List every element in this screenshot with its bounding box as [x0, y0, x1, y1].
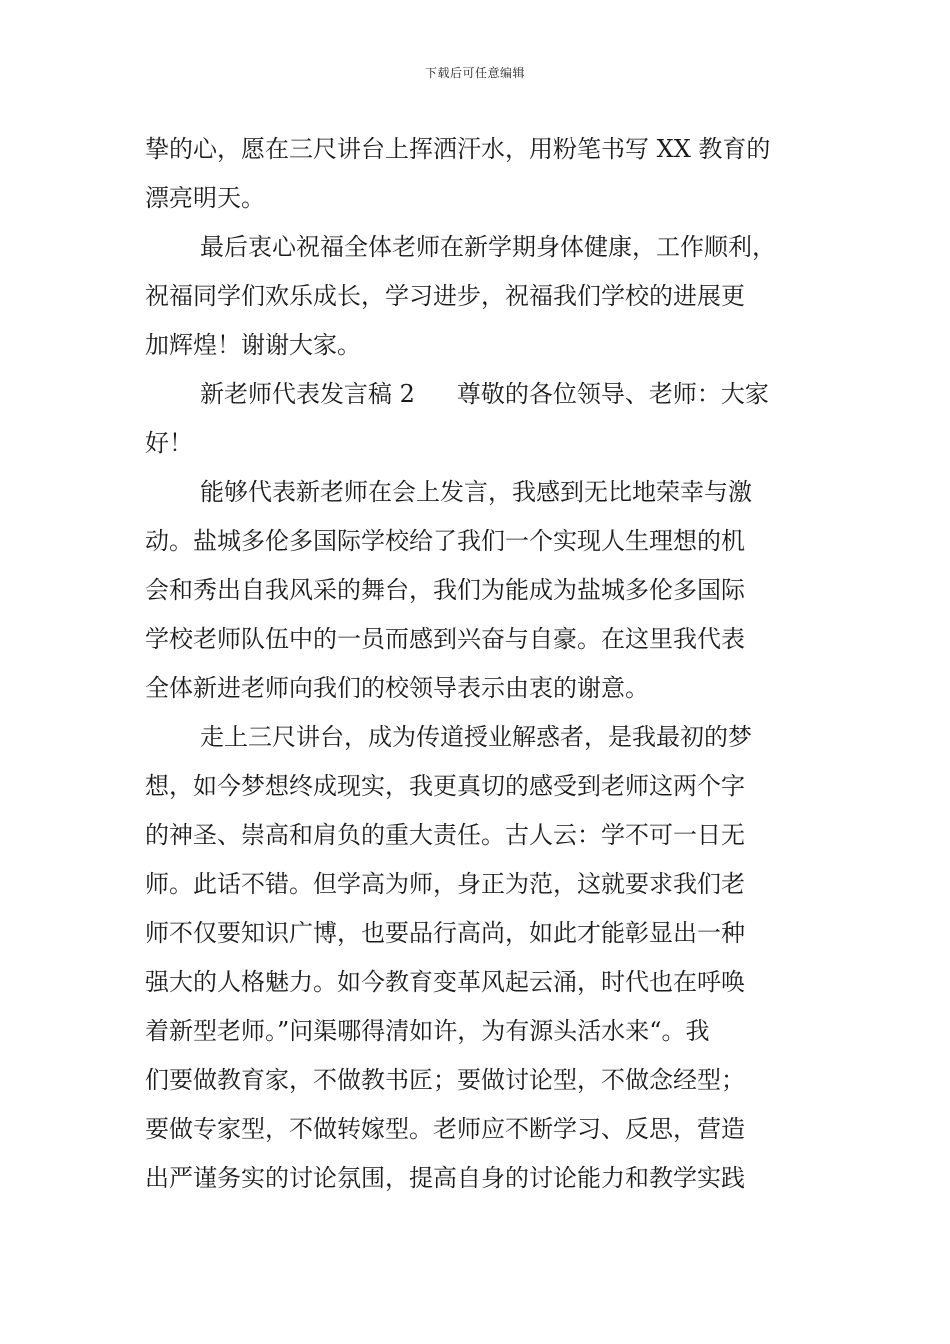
- page-header: [0, 66, 950, 80]
- text-line: 们要做教育家，不做教书匠；要做讨论型，不做念经型；: [145, 1066, 745, 1094]
- text-line: 祝福同学们欢乐成长，学习进步，祝福我们学校的进展更: [145, 282, 745, 310]
- text-line: 动。盐城多伦多国际学校给了我们一个实现人生理想的机: [145, 527, 745, 555]
- text-line: 漂亮明天。: [145, 184, 265, 212]
- salutation: 尊敬的各位领导、老师：大家: [456, 380, 769, 408]
- header-text: 下载后可任意编辑: [424, 66, 525, 80]
- text-line: 走上三尺讲台，成为传道授业解惑者，是我最初的梦: [200, 723, 752, 751]
- section-title: 新老师代表发言稿 2: [200, 380, 415, 408]
- text-line: 师不仅要知识广博，也要品行高尚，如此才能彰显出一种: [145, 919, 745, 947]
- text-line: 出严谨务实的讨论氛围，提高自身的讨论能力和教学实践: [145, 1164, 745, 1192]
- text-line: 挚的心，愿在三尺讲台上挥洒汗水，用粉笔书写 XX 教育的: [145, 135, 771, 163]
- text-line: 会和秀出自我风采的舞台，我们为能成为盐城多伦多国际: [145, 576, 745, 604]
- text-line: 全体新进老师向我们的校领导表示由衷的谢意。: [145, 674, 649, 702]
- text-line: 加辉煌！谢谢大家。: [145, 331, 361, 359]
- text-line: 要做专家型，不做转嫁型。老师应不断学习、反思，营造: [145, 1115, 745, 1143]
- text-line: 学校老师队伍中的一员而感到兴奋与自豪。在这里我代表: [145, 625, 745, 653]
- text-line: 强大的人格魅力。如今教育变革风起云涌，时代也在呼唤: [145, 968, 745, 996]
- text-line: 师。此话不错。但学高为师，身正为范，这就要求我们老: [145, 870, 745, 898]
- document-body: [145, 125, 835, 1203]
- text-line: 能够代表新老师在会上发言，我感到无比地荣幸与激: [200, 478, 752, 506]
- text-line: 最后衷心祝福全体老师在新学期身体健康，工作顺利，: [200, 233, 776, 261]
- text-line: 想，如今梦想终成现实，我更真切的感受到老师这两个字: [145, 772, 745, 800]
- text-line: 着新型老师。”问渠哪得清如许，为有源头活水来“。我: [145, 1017, 710, 1045]
- text-line: 的神圣、崇高和肩负的重大责任。古人云：学不可一日无: [145, 821, 745, 849]
- text-line: 好！: [145, 429, 193, 457]
- section-heading-line: [145, 370, 835, 419]
